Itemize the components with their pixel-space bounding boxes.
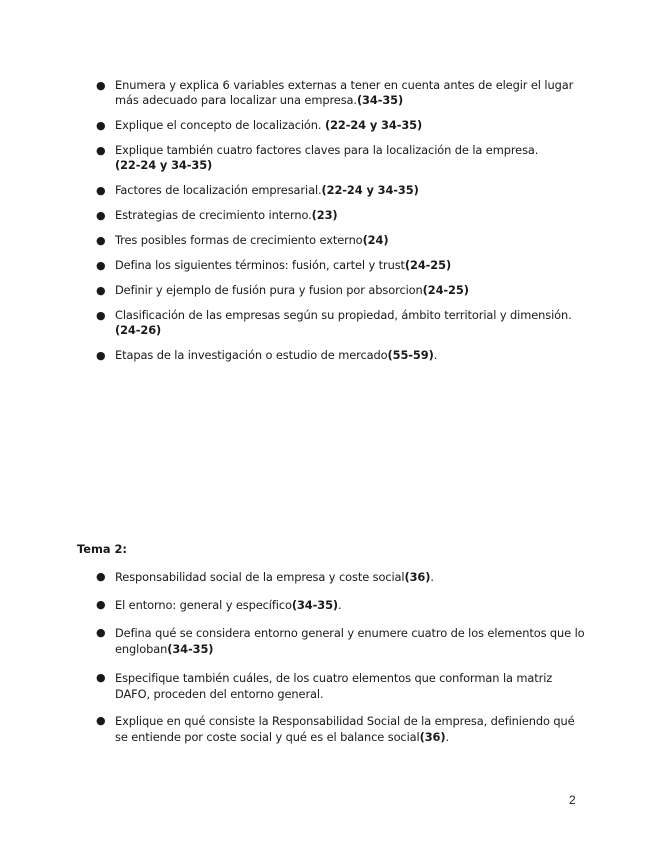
bullet-icon: ● [96,184,106,197]
page-reference: (24-25) [404,258,452,272]
page-reference: (36) [404,570,431,584]
item-text: Defina los siguientes términos: fusión, cartel y trust [115,258,405,272]
page-reference: (24-26) [115,323,162,337]
list-item [96,233,586,248]
bullet-icon: ● [96,209,106,222]
page-reference: (22-24 y 34-35) [321,183,419,197]
bullet-icon: ● [96,119,106,132]
item-text: Definir y ejemplo de fusión pura y fusion por absorcion [115,283,423,297]
trailing-punctuation: . [445,729,450,744]
bullet-icon: ● [96,309,106,322]
bullet-icon: ● [96,570,106,583]
list-item [96,143,586,173]
bullet-icon: ● [96,598,106,612]
question-list-section-1 [96,78,586,373]
page-reference: (34-35) [167,642,214,657]
item-text: Defina qué se considera entorno general y enumere cuatro de los elementos que lo engloban [115,626,585,657]
trailing-punctuation: . [430,570,434,584]
list-item [96,258,586,273]
page-reference: (34-35) [291,598,339,613]
item-text: Factores de localización empresarial. [115,183,322,197]
section-title: Tema 2: [77,542,127,556]
list-item [96,78,586,108]
list-item [96,208,586,223]
bullet-icon: ● [96,626,106,640]
page-number: 2 [569,793,576,807]
item-text: Responsabilidad social de la empresa y coste social [115,570,405,584]
page-reference: (55-59) [387,348,434,362]
list-item [96,118,586,133]
list-item [96,713,586,745]
bullet-icon: ● [96,670,106,684]
page-reference: (22-24 y 34-35) [324,118,423,132]
item-text: Explique también cuatro factores claves para la localización de la empresa. [115,143,539,157]
bullet-icon: ● [96,234,106,247]
list-item [96,597,586,613]
bullet-icon: ● [96,259,106,272]
list-item [96,569,586,585]
item-text: Tres posibles formas de crecimiento externo [115,233,363,247]
list-item [96,308,586,338]
page-reference: (34-35) [356,93,404,107]
page-reference: (24) [362,233,389,247]
bullet-icon: ● [96,284,106,297]
list-item [96,283,586,298]
item-text: Especifique también cuáles, de los cuatro elementos que conforman la matriz DAFO, proceden del entorno general. [115,670,553,701]
item-text: El entorno: general y específico [115,598,292,613]
bullet-icon: ● [96,144,106,157]
trailing-punctuation: . [338,598,342,613]
bullet-icon: ● [96,79,106,92]
trailing-punctuation: . [433,348,438,362]
page-reference: (24-25) [422,283,469,297]
item-text: Explique el concepto de localización. [115,118,325,132]
list-item [96,670,586,702]
item-text: Estrategias de crecimiento interno. [115,208,312,222]
item-text: Clasificación de las empresas según su propiedad, ámbito territorial y dimensión. [115,308,572,322]
item-text: Etapas de la investigación o estudio de mercado [115,348,388,362]
page-reference: (36) [419,729,446,744]
list-item [96,625,586,657]
bullet-icon: ● [96,349,106,362]
list-item [96,348,586,363]
question-list-section-2 [96,569,586,757]
item-text: Enumera y explica 6 variables externas a tener en cuenta antes de elegir el lugar más adecuado para localizar una empresa. [115,78,574,107]
page-reference: (23) [311,208,338,222]
page-reference: (22-24 y 34-35) [115,158,213,172]
list-item [96,183,586,198]
bullet-icon: ● [96,713,106,727]
item-text: Explique en qué consiste la Responsabilidad Social de la empresa, definiendo qué se entiende por coste social y qué es el balance social [115,713,575,744]
